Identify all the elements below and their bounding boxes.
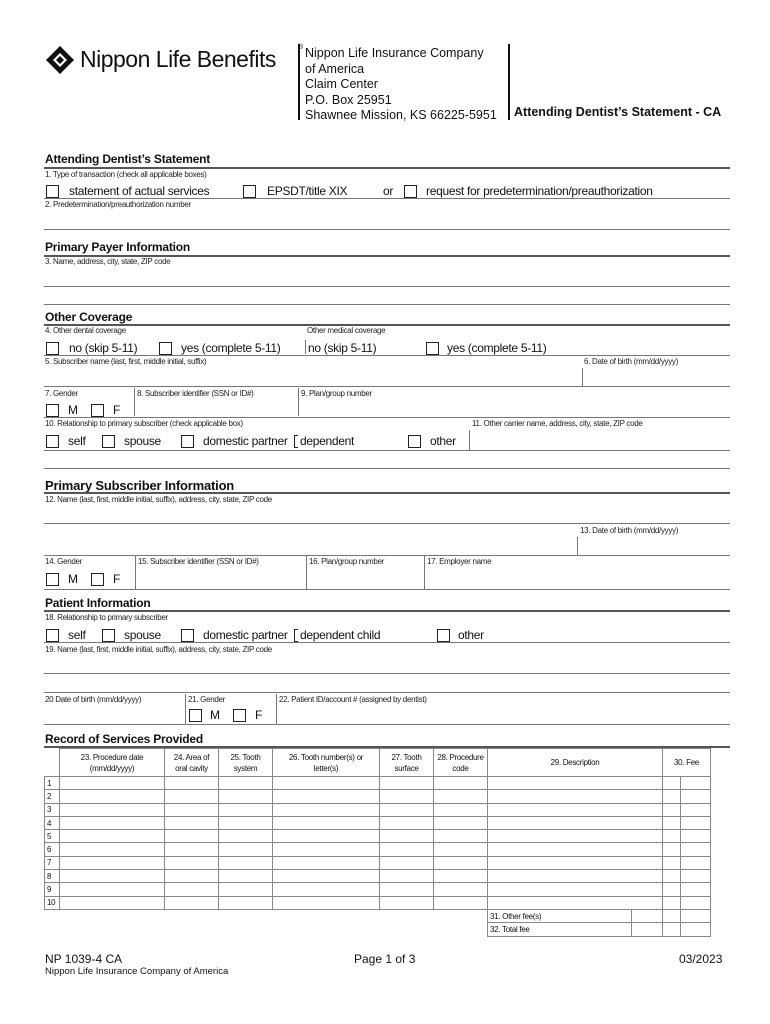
field-label-6: 6. Date of birth (mm/dd/yyyy) [584, 357, 678, 366]
logo [44, 44, 304, 78]
option-pt-domestic: domestic partner [203, 628, 288, 642]
other-fees-label: 31. Other fee(s) [488, 909, 632, 922]
field-label-21: 21. Gender [188, 695, 226, 704]
checkbox-pt-dependent[interactable] [294, 629, 298, 642]
field-label-12: 12. Name (last, first, middle initial, suffix), address, city, state, ZIP code [45, 495, 272, 504]
option-gender-m: M [68, 403, 78, 417]
checkbox-rel-spouse[interactable] [102, 435, 115, 448]
checkbox-pt-other[interactable] [437, 629, 450, 642]
field-label-3: 3. Name, address, city, state, ZIP code [45, 257, 171, 266]
field-label-4: 4. Other dental coverage [45, 326, 126, 335]
table-row[interactable] [45, 816, 711, 829]
option-sub-gender-m: M [68, 572, 78, 586]
table-row[interactable] [45, 777, 711, 790]
section-title-primary-subscriber: Primary Subscriber Information [45, 478, 235, 493]
revision-date: 03/2023 [679, 952, 723, 966]
address-line: Shawnee Mission, KS 66225-5951 [305, 108, 497, 122]
divider [577, 537, 578, 555]
col-header-fee: 30. Fee [663, 749, 711, 777]
section-title-other-coverage: Other Coverage [45, 310, 133, 324]
option-pt-other: other [458, 628, 484, 642]
checkbox-epsdt[interactable] [243, 185, 256, 198]
field-label-14: 14. Gender [45, 557, 83, 566]
divider [424, 556, 425, 589]
services-table [44, 748, 711, 937]
option-medical-no: no (skip 5-11) [308, 341, 377, 355]
option-actual-services: statement of actual services [69, 184, 210, 198]
section-title-patient: Patient Information [45, 596, 151, 610]
checkbox-dental-no[interactable] [46, 342, 59, 355]
divider [298, 388, 299, 416]
option-pt-dependent: dependent child [300, 628, 381, 642]
field-label-9: 9. Plan/group number [301, 389, 372, 398]
option-epsdt: EPSDT/title XIX [267, 184, 348, 198]
total-fee-row[interactable] [45, 923, 711, 936]
col-header-tooth-system: 25. Tooth system [219, 749, 273, 777]
divider [44, 417, 730, 418]
checkbox-rel-dependent[interactable] [294, 435, 298, 448]
table-row[interactable] [45, 843, 711, 856]
section-title-primary-payer: Primary Payer Information [45, 240, 191, 254]
or-text: or [383, 184, 394, 198]
checkbox-pt-self[interactable] [46, 629, 59, 642]
checkbox-predetermination[interactable] [404, 185, 417, 198]
table-row[interactable] [45, 790, 711, 803]
field-label-17: 17. Employer name [427, 557, 492, 566]
address-line: Nippon Life Insurance Company [305, 46, 484, 60]
page-number: Page 1 of 3 [354, 952, 416, 966]
option-predetermination: request for predetermination/preauthorization [426, 184, 653, 198]
checkbox-sub-gender-m[interactable] [46, 573, 59, 586]
option-rel-dependent: dependent [300, 434, 355, 448]
divider [306, 556, 307, 589]
checkbox-medical-yes[interactable] [426, 342, 439, 355]
divider [305, 340, 306, 354]
divider [44, 589, 730, 590]
other-fees-row[interactable] [45, 909, 711, 922]
option-rel-domestic: domestic partner [203, 434, 288, 448]
field-label-18: 18. Relationship to primary subscriber [45, 613, 168, 622]
option-pt-spouse: spouse [124, 628, 161, 642]
divider [582, 368, 583, 386]
checkbox-pt-spouse[interactable] [102, 629, 115, 642]
divider [44, 198, 730, 199]
subscriber-address-line[interactable] [44, 523, 730, 524]
divider [44, 167, 730, 169]
field-label-7: 7. Gender [45, 389, 78, 398]
address-line: P.O. Box 25951 [305, 92, 392, 107]
option-rel-self: self [68, 434, 86, 448]
row-number: 5 [45, 830, 60, 843]
patient-address-line-2[interactable] [44, 692, 730, 693]
checkbox-actual-services[interactable] [46, 185, 59, 198]
field-label-16: 16. Plan/group number [309, 557, 385, 566]
section-title-services: Record of Services Provided [45, 732, 203, 746]
row-number: 6 [45, 843, 60, 856]
divider [44, 724, 730, 725]
predetermination-number-field[interactable] [44, 229, 730, 230]
patient-address-line-1[interactable] [44, 673, 730, 674]
field-label-11: 11. Other carrier name, address, city, state, ZIP code [472, 419, 643, 428]
divider [134, 388, 135, 416]
checkbox-pt-domestic[interactable] [181, 629, 194, 642]
option-pt-self: self [68, 628, 86, 642]
checkbox-rel-other[interactable] [408, 435, 421, 448]
row-number: 2 [45, 790, 60, 803]
table-row[interactable] [45, 883, 711, 896]
diamond-logo-icon [44, 44, 76, 76]
col-header-procedure-date: 23. Procedure date (mm/dd/yyyy) [60, 749, 165, 777]
option-dental-no: no (skip 5-11) [69, 341, 138, 355]
address-line: of America [305, 61, 365, 76]
option-pt-gender-f: F [255, 708, 263, 722]
divider [135, 556, 136, 589]
form-title: Attending Dentist’s Statement - CA [514, 105, 722, 119]
divider [44, 355, 730, 356]
table-row[interactable] [45, 896, 711, 909]
divider [469, 430, 470, 450]
divider [185, 694, 186, 724]
other-carrier-line-1[interactable] [44, 450, 730, 451]
section-title-attending-dentist: Attending Dentist’s Statement [45, 152, 211, 166]
col-header-oral-area: 24. Area of oral cavity [165, 749, 219, 777]
col-header-tooth-number: 26. Tooth number(s) or letter(s) [273, 749, 380, 777]
subscriber-name-field[interactable] [44, 386, 730, 387]
checkbox-gender-f[interactable] [91, 404, 104, 417]
field-label-15: 15. Subscriber identifier (SSN or ID#) [138, 557, 259, 566]
field-label-10: 10. Relationship to primary subscriber (check applicable box) [45, 419, 243, 428]
claim-address [305, 46, 497, 124]
address-line: Claim Center [305, 77, 378, 91]
col-header-num [45, 749, 60, 777]
col-header-tooth-surface: 27. Tooth surface [380, 749, 434, 777]
field-label-2: 2. Predetermination/preauthorization number [45, 200, 191, 209]
row-number: 10 [45, 896, 60, 909]
field-label-13: 13. Date of birth (mm/dd/yyyy) [580, 526, 679, 535]
company-name: Nippon Life Insurance Company of America [45, 966, 229, 977]
option-rel-other: other [430, 434, 456, 448]
col-header-description: 29. Description [488, 749, 663, 777]
checkbox-rel-self[interactable] [46, 435, 59, 448]
row-number: 4 [45, 816, 60, 829]
option-rel-spouse: spouse [124, 434, 161, 448]
logo-text: Nippon Life Benefits [80, 46, 276, 72]
table-row[interactable] [45, 830, 711, 843]
field-label-1: 1. Type of transaction (check all applicable boxes) [45, 170, 207, 179]
header-divider-right [508, 44, 510, 120]
option-gender-f: F [113, 403, 121, 417]
field-label-4b: Other medical coverage [307, 326, 386, 335]
registered-mark: ® [298, 44, 304, 51]
checkbox-gender-m[interactable] [46, 404, 59, 417]
field-label-5: 5. Subscriber name (last, first, middle initial, suffix) [45, 357, 207, 366]
form-number: NP 1039-4 CA [45, 952, 123, 966]
payer-address-line-2[interactable] [44, 304, 730, 305]
field-label-8: 8. Subscriber identifier (SSN or ID#) [137, 389, 254, 398]
row-number: 9 [45, 883, 60, 896]
option-dental-yes: yes (complete 5-11) [181, 341, 281, 355]
table-row[interactable] [45, 856, 711, 869]
checkbox-sub-gender-f[interactable] [91, 573, 104, 586]
payer-address-line-1[interactable] [44, 286, 730, 287]
row-number: 7 [45, 856, 60, 869]
field-label-22: 22. Patient ID/account # (assigned by dentist) [279, 695, 427, 704]
header-divider-left [298, 44, 300, 120]
divider [44, 324, 730, 326]
field-label-20: 20 Date of birth (mm/dd/yyyy) [45, 695, 142, 704]
subscriber-dob-field[interactable] [44, 555, 730, 556]
checkbox-rel-domestic[interactable] [181, 435, 194, 448]
divider [44, 642, 730, 643]
row-number: 8 [45, 870, 60, 883]
field-label-19: 19. Name (last, first, middle initial, suffix), address, city, state, ZIP code [45, 645, 272, 654]
table-header-row [45, 749, 711, 777]
divider [44, 610, 730, 612]
table-row[interactable] [45, 870, 711, 883]
divider [44, 492, 730, 494]
option-sub-gender-f: F [113, 572, 121, 586]
total-fee-label: 32. Total fee [488, 923, 632, 936]
checkbox-pt-gender-m[interactable] [189, 709, 202, 722]
option-pt-gender-m: M [210, 708, 220, 722]
checkbox-pt-gender-f[interactable] [233, 709, 246, 722]
row-number: 3 [45, 803, 60, 816]
checkbox-dental-yes[interactable] [159, 342, 172, 355]
table-row[interactable] [45, 803, 711, 816]
row-number: 1 [45, 777, 60, 790]
col-header-procedure-code: 28. Procedure code [434, 749, 488, 777]
option-medical-yes: yes (complete 5-11) [447, 341, 547, 355]
divider [276, 694, 277, 724]
other-carrier-line-2[interactable] [44, 468, 730, 469]
